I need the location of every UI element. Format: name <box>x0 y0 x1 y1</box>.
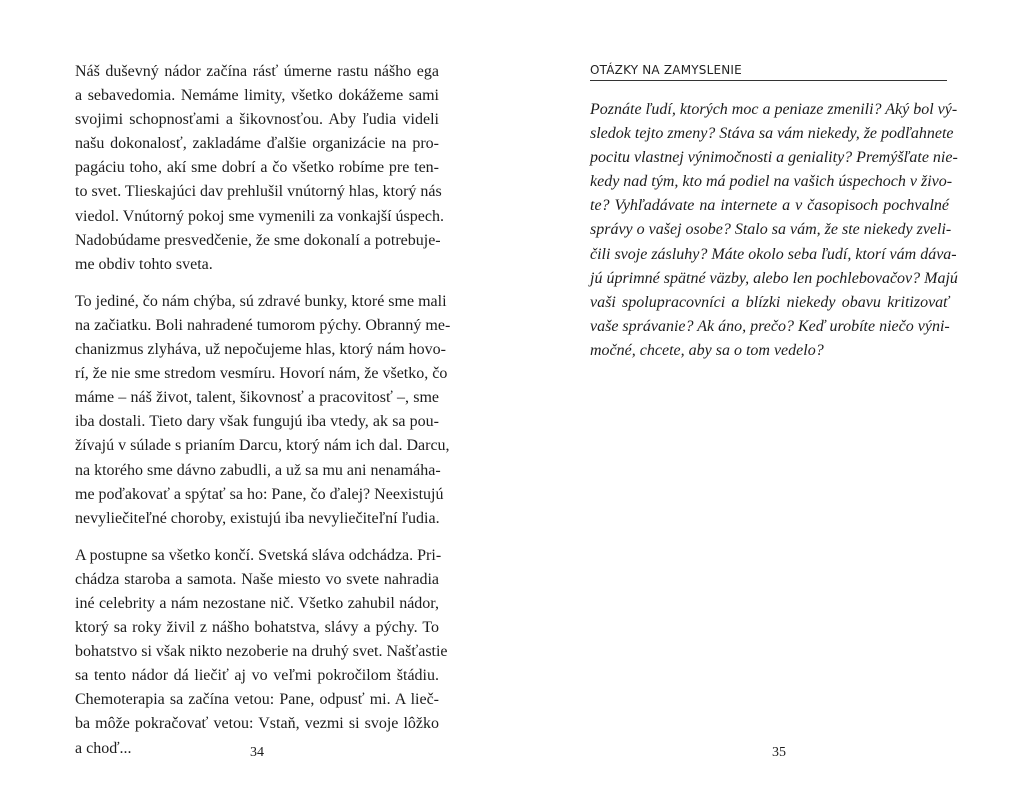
text-line: To jediné, čo nám chýba, sú zdravé bunky, ktoré sme mali <box>75 292 447 310</box>
text-line: žívajú v súlade s prianím Darcu, ktorý nám ich dal. Darcu, <box>75 437 450 455</box>
paragraph-3 <box>75 544 448 761</box>
text-line: ba môže pokračovať vetou: Vstaň, vezmi si svoje lôžko <box>75 715 439 733</box>
paragraph-2 <box>75 290 451 531</box>
text-line: sa tento nádor dá liečiť aj vo veľmi pokročilom štádiu. <box>75 667 439 685</box>
text-line: pagáciu toho, akí sme dobrí a čo všetko robíme pre ten- <box>75 159 439 177</box>
text-line: Chemoterapia sa začína vetou: Pane, odpusť mi. A lieč- <box>75 691 439 709</box>
question-line: te? Vyhľadávate na internete a v časopisoch pochvalné <box>590 197 949 215</box>
text-line: Náš duševný nádor začína rásť úmerne rastu nášho ega <box>75 63 439 80</box>
right-page <box>512 0 1024 801</box>
text-line: rí, že nie sme stredom vesmíru. Hovorí nám, že všetko, čo <box>75 365 448 383</box>
question-line: vaši spolupracovníci a blízki niekedy obavu kritizovať <box>590 293 949 311</box>
text-line: me obdiv tohto sveta. <box>75 255 213 273</box>
page-number: 35 <box>772 745 786 760</box>
question-line: kedy nad tým, kto má podiel na vašich úspechoch v živo- <box>590 173 953 191</box>
text-line: iba dostali. Tieto dary však fungujú iba vtedy, ak sa pou- <box>75 413 439 431</box>
text-line: na ktorého sme dávno zabudli, a už sa mu ani nenamáha- <box>75 461 441 479</box>
question-line: Poznáte ľudí, ktorých moc a peniaze zmenili? Aký bol vý- <box>590 101 958 118</box>
section-header: OTÁZKY NA ZAMYSLENIE <box>590 63 947 81</box>
question-line: močné, chcete, aby sa o tom vedelo? <box>590 341 824 359</box>
question-line: správy o vašej osobe? Stalo sa vám, že ste niekedy zveli- <box>590 221 952 239</box>
reflection-questions <box>590 98 958 363</box>
text-line: na začiatku. Boli nahradené tumorom pýchy. Obranný me- <box>75 316 451 334</box>
text-line: našu dokonalosť, zakladáme ďalšie organizácie na pro- <box>75 135 439 153</box>
text-line: svojimi schopnosťami a šikovnosťou. Aby ľudia videli <box>75 111 439 129</box>
paragraph-1 <box>75 60 444 277</box>
text-line: nevyliečiteľné choroby, existujú iba nevyliečiteľní ľudia. <box>75 509 440 527</box>
text-line: to svet. Tlieskajúci dav prehlušil vnútorný hlas, ktorý nás <box>75 183 442 201</box>
question-line: jú úprimné spätné väzby, alebo len pochlebovačov? Majú <box>590 269 958 287</box>
question-line: pocitu vlastnej výnimočnosti a geniality? Premýšľate nie- <box>590 149 958 167</box>
text-line: me poďakovať a spýtať sa ho: Pane, čo ďalej? Neexistujú <box>75 485 444 503</box>
question-line: vaše správanie? Ak áno, prečo? Keď urobíte niečo výni- <box>590 317 950 335</box>
text-line: ktorý sa roky živil z nášho bohatstva, slávy a pýchy. To <box>75 619 439 637</box>
question-line: sledok tejto zmeny? Stáva sa vám niekedy, že podľahnete <box>590 125 954 143</box>
page-number: 34 <box>250 745 264 760</box>
text-line: viedol. Vnútorný pokoj sme vymenili za vonkajší úspech. <box>75 207 444 225</box>
text-line: bohatstvo si však nikto nezoberie na druhý svet. Našťastie <box>75 643 448 661</box>
question-line: čili svoje zásluhy? Máte okolo seba ľudí, ktorí vám dáva- <box>590 245 957 263</box>
text-line: chádza staroba a samota. Naše miesto vo svete nahradia <box>75 570 439 588</box>
body-text <box>75 60 451 774</box>
text-line: a choď... <box>75 739 132 757</box>
text-line: máme – náš život, talent, šikovnosť a pracovitosť –, sme <box>75 389 439 407</box>
text-line: iné celebrity a nám nezostane nič. Všetko zahubil nádor, <box>75 594 439 612</box>
text-line: Nadobúdame presvedčenie, že sme dokonalí a potrebuje- <box>75 231 441 249</box>
text-line: a sebavedomia. Nemáme limity, všetko dokážeme sami <box>75 87 439 105</box>
text-line: chanizmus zlyháva, už nepočujeme hlas, ktorý nám hovo- <box>75 341 446 359</box>
text-line: A postupne sa všetko končí. Svetská sláva odchádza. Pri- <box>75 546 442 564</box>
